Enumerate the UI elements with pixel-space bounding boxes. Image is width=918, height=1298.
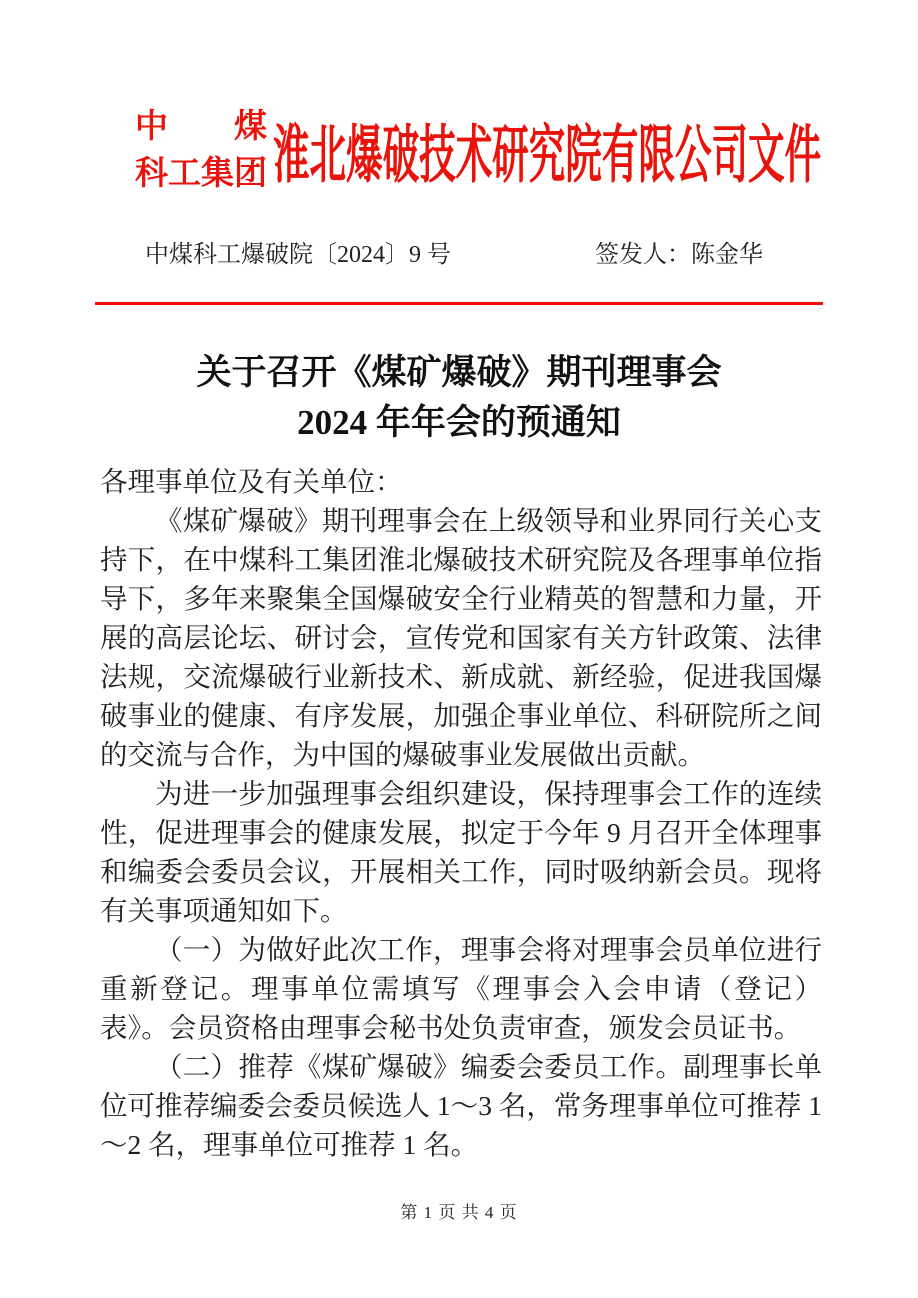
org-title: 淮北爆破技术研究院有限公司文件	[273, 120, 822, 191]
letterhead	[135, 104, 828, 196]
body-paragraph: 为进一步加强理事会组织建设，保持理事会工作的连续性，促进理事会的健康发展，拟定于今年 9 月召开全体理事和编委会委员会议，开展相关工作，同时吸纳新会员。现将有关事项通知如下。	[100, 778, 822, 926]
company-logo	[135, 104, 267, 196]
org-title-wrap	[273, 107, 823, 193]
logo-char-right: 煤	[234, 109, 267, 145]
body-paragraph: （二）推荐《煤矿爆破》编委会委员工作。副理事长单位可推荐编委会委员候选人 1～3 名，常务理事单位可推荐 1～2 名，理事单位可推荐 1 名。	[100, 1051, 822, 1160]
document-title	[0, 348, 918, 448]
page-number: 第 1 页 共 4 页	[400, 1203, 518, 1222]
salutation: 各理事单位及有关单位：	[100, 466, 403, 497]
red-divider	[95, 302, 823, 305]
doc-number: 中煤科工爆破院〔2024〕9 号	[145, 242, 451, 268]
issuer: 签发人：陈金华	[595, 242, 763, 268]
logo-char-left: 中	[135, 109, 168, 145]
document-title-line2: 2024 年年会的预通知	[297, 403, 621, 442]
page-footer	[0, 1198, 918, 1223]
body-paragraph: （一）为做好此次工作，理事会将对理事会员单位进行重新登记。理事单位需填写《理事会入会申请（登记）表》。会员资格由理事会秘书处负责审查，颁发会员证书。	[100, 934, 822, 1043]
logo-bottom-row: 科工集团	[135, 155, 267, 192]
document-title-line1: 关于召开《煤矿爆破》期刊理事会	[196, 353, 722, 392]
body-paragraph: 《煤矿爆破》期刊理事会在上级领导和业界同行关心支持下，在中煤科工集团淮北爆破技术研究院及各理事单位指导下，多年来聚集全国爆破安全行业精英的智慧和力量，开展的高层论坛、研讨会，宣传党和国家有关方针政策、法律法规，交流爆破行业新技术、新成就、新经验，促进我国爆破事业的健康、有序发展，加强企事业单位、科研院所之间的交流与合作，为中国的爆破事业发展做出贡献。	[100, 505, 822, 770]
reference-row	[145, 241, 763, 270]
logo-top-row	[135, 104, 267, 152]
document-body	[100, 462, 822, 1164]
